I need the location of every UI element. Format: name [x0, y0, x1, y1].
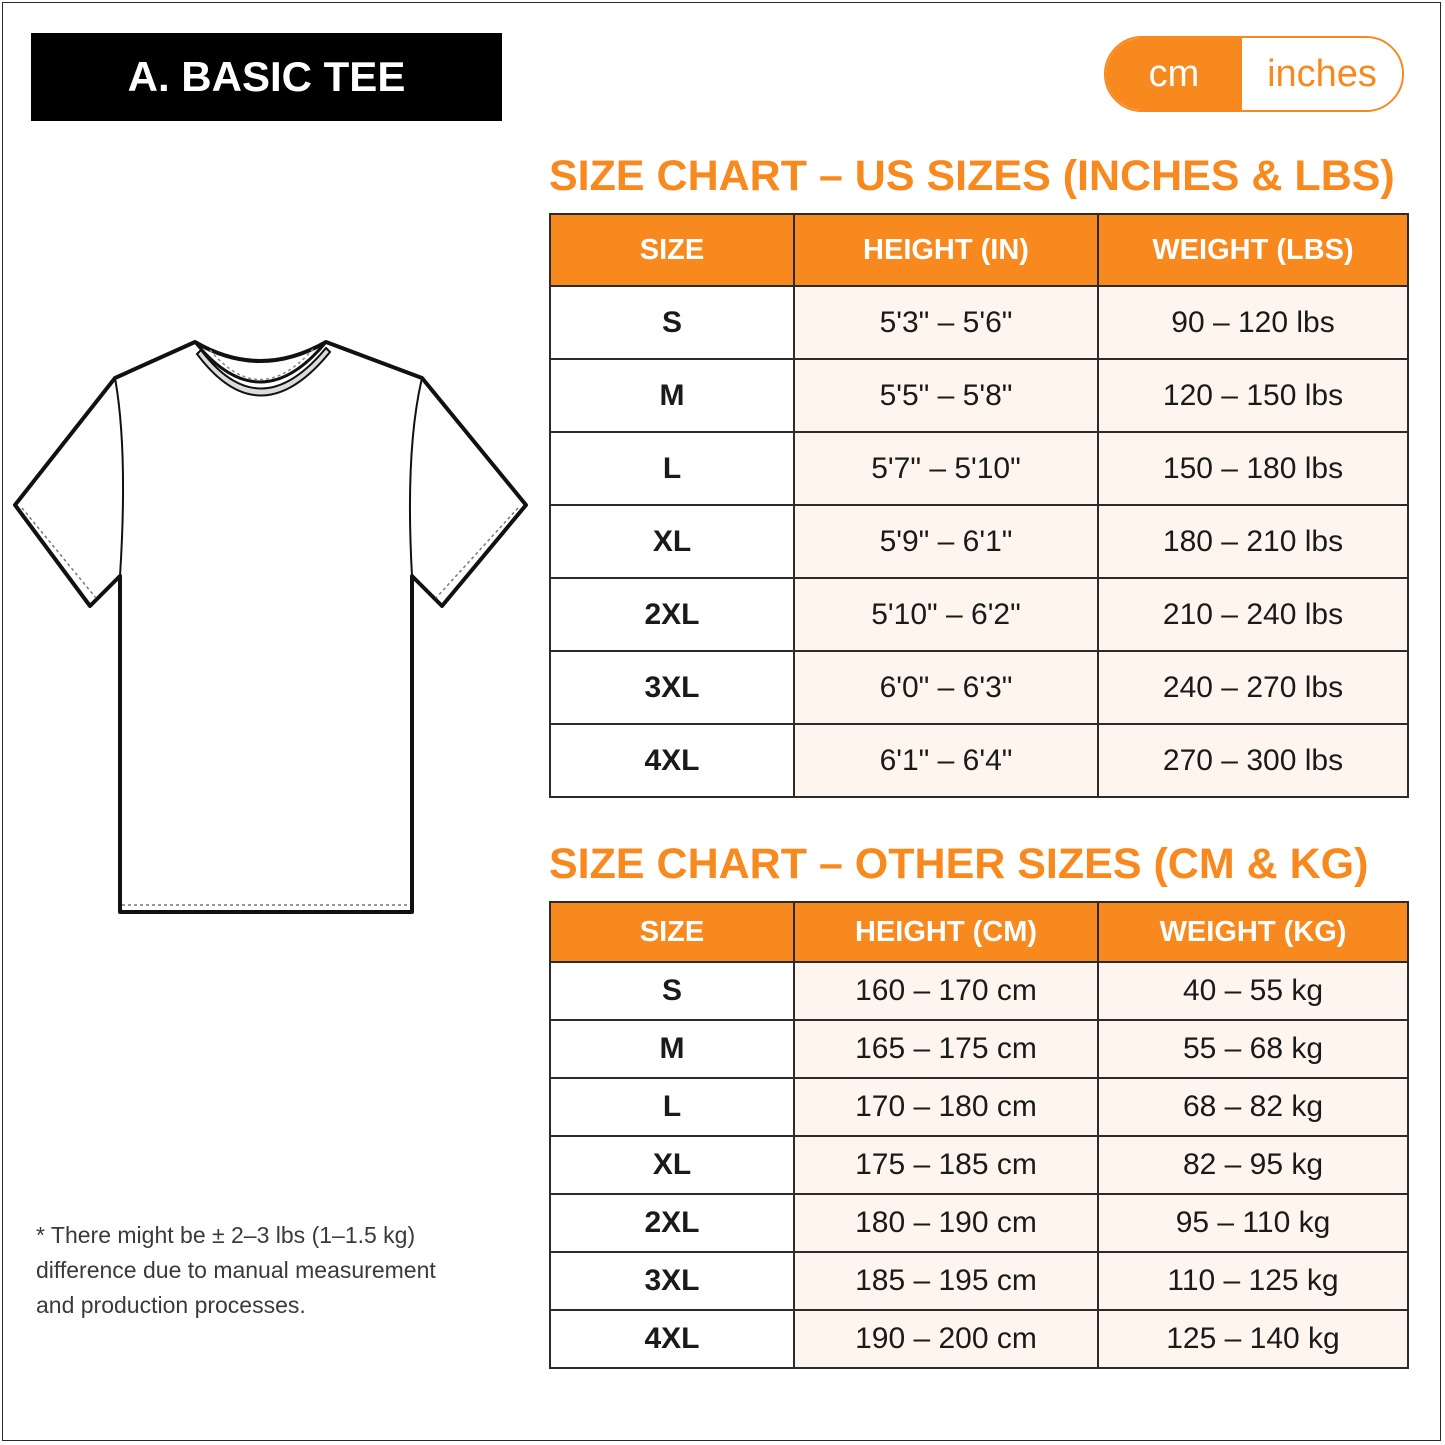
height-cell: 6'1" – 6'4": [794, 724, 1098, 797]
table-row: [550, 1078, 1408, 1136]
table-row: [550, 1194, 1408, 1252]
height-cell: 6'0" – 6'3": [794, 651, 1098, 724]
height-cell: 175 – 185 cm: [794, 1136, 1098, 1194]
size-cell: 2XL: [550, 1194, 794, 1252]
table-row: [550, 432, 1408, 505]
weight-cell: 180 – 210 lbs: [1098, 505, 1408, 578]
table-header-row: [550, 902, 1408, 962]
size-cell: L: [550, 1078, 794, 1136]
weight-cell: 125 – 140 kg: [1098, 1310, 1408, 1368]
size-cell: M: [550, 359, 794, 432]
footnote-line: * There might be ± 2–3 lbs (1–1.5 kg): [36, 1222, 416, 1248]
footnote-line: difference due to manual measurement: [36, 1257, 436, 1283]
footnote: [36, 1218, 506, 1323]
column-header-size: SIZE: [550, 214, 794, 286]
weight-cell: 210 – 240 lbs: [1098, 578, 1408, 651]
weight-cell: 110 – 125 kg: [1098, 1252, 1408, 1310]
table-header-row: [550, 214, 1408, 286]
height-cell: 185 – 195 cm: [794, 1252, 1098, 1310]
size-cell: 2XL: [550, 578, 794, 651]
product-title: A. BASIC TEE: [31, 33, 502, 121]
weight-cell: 150 – 180 lbs: [1098, 432, 1408, 505]
height-cell: 165 – 175 cm: [794, 1020, 1098, 1078]
size-cell: XL: [550, 505, 794, 578]
other-size-table: [549, 901, 1409, 1369]
weight-cell: 95 – 110 kg: [1098, 1194, 1408, 1252]
weight-cell: 55 – 68 kg: [1098, 1020, 1408, 1078]
size-cell: 3XL: [550, 1252, 794, 1310]
height-cell: 5'9" – 6'1": [794, 505, 1098, 578]
table-row: [550, 1310, 1408, 1368]
unit-option-cm[interactable]: cm: [1106, 38, 1242, 110]
size-cell: M: [550, 1020, 794, 1078]
height-cell: 5'10" – 6'2": [794, 578, 1098, 651]
weight-cell: 90 – 120 lbs: [1098, 286, 1408, 359]
weight-cell: 270 – 300 lbs: [1098, 724, 1408, 797]
height-cell: 190 – 200 cm: [794, 1310, 1098, 1368]
us-size-table: [549, 213, 1409, 798]
table-row: [550, 359, 1408, 432]
weight-cell: 68 – 82 kg: [1098, 1078, 1408, 1136]
height-cell: 5'5" – 5'8": [794, 359, 1098, 432]
other-size-chart-heading: SIZE CHART – OTHER SIZES (CM & KG): [549, 840, 1369, 888]
weight-cell: 240 – 270 lbs: [1098, 651, 1408, 724]
size-cell: 3XL: [550, 651, 794, 724]
size-cell: L: [550, 432, 794, 505]
us-size-chart-heading: SIZE CHART – US SIZES (INCHES & LBS): [549, 152, 1395, 200]
column-header-weight: WEIGHT (LBS): [1098, 214, 1408, 286]
weight-cell: 82 – 95 kg: [1098, 1136, 1408, 1194]
footnote-line: and production processes.: [36, 1292, 306, 1318]
weight-cell: 40 – 55 kg: [1098, 962, 1408, 1020]
size-cell: 4XL: [550, 1310, 794, 1368]
column-header-weight: WEIGHT (KG): [1098, 902, 1408, 962]
table-row: [550, 578, 1408, 651]
table-row: [550, 505, 1408, 578]
height-cell: 5'7" – 5'10": [794, 432, 1098, 505]
column-header-height: HEIGHT (CM): [794, 902, 1098, 962]
column-header-size: SIZE: [550, 902, 794, 962]
height-cell: 180 – 190 cm: [794, 1194, 1098, 1252]
column-header-height: HEIGHT (IN): [794, 214, 1098, 286]
size-cell: S: [550, 286, 794, 359]
height-cell: 5'3" – 5'6": [794, 286, 1098, 359]
table-row: [550, 962, 1408, 1020]
weight-cell: 120 – 150 lbs: [1098, 359, 1408, 432]
table-row: [550, 286, 1408, 359]
unit-toggle[interactable]: [1104, 36, 1404, 112]
table-row: [550, 1020, 1408, 1078]
size-cell: S: [550, 962, 794, 1020]
table-row: [550, 724, 1408, 797]
unit-option-inches[interactable]: inches: [1242, 38, 1402, 110]
table-row: [550, 1252, 1408, 1310]
height-cell: 170 – 180 cm: [794, 1078, 1098, 1136]
table-row: [550, 651, 1408, 724]
size-cell: 4XL: [550, 724, 794, 797]
t-shirt-icon: [10, 330, 530, 920]
height-cell: 160 – 170 cm: [794, 962, 1098, 1020]
table-row: [550, 1136, 1408, 1194]
size-cell: XL: [550, 1136, 794, 1194]
